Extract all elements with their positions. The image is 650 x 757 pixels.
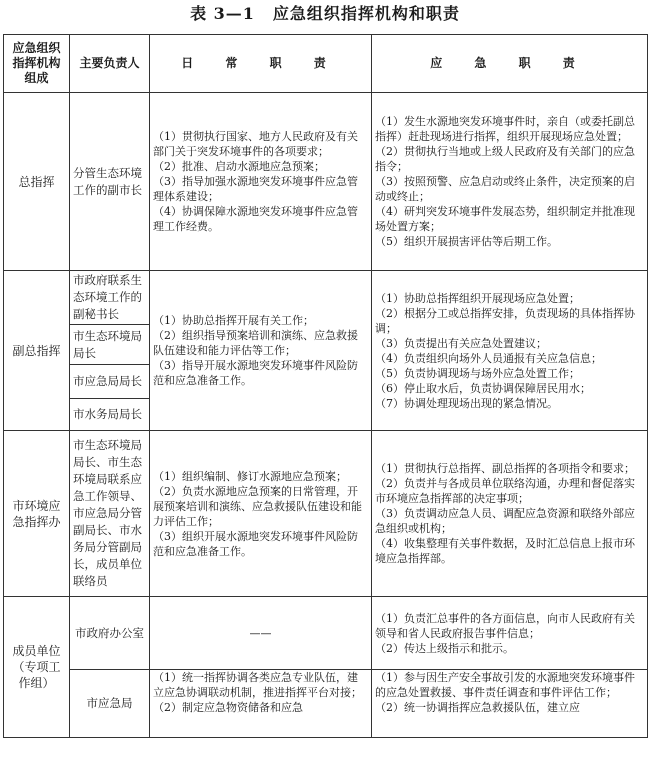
person-cell: 市政府办公室 xyxy=(70,597,150,670)
table-row xyxy=(4,93,648,271)
person-cell: 分管生态环境工作的副市长 xyxy=(70,93,150,271)
caption-label: 表 3—1 xyxy=(190,4,255,23)
list-item: （2）批准、启动水源地应急预案； xyxy=(153,160,325,173)
table-row xyxy=(4,597,648,670)
list-item: （1）参与因生产安全事故引发的水源地突发环境事件的应急处置救援、事件责任调查和事件评估工作； xyxy=(375,671,635,699)
duty-table xyxy=(3,34,648,738)
emergency-cell xyxy=(372,93,648,271)
header-emergency: 应 急 职 责 xyxy=(372,35,648,93)
list-item: （2）根据分工或总指挥安排，负责现场的具体指挥协调； xyxy=(375,306,635,335)
list-item: （3）组织开展水源地突发环境事件风险防范和应急准备工作。 xyxy=(153,529,358,558)
org-cell: 市环境应急指挥办 xyxy=(4,431,70,597)
daily-cell xyxy=(150,431,372,597)
table-row xyxy=(4,431,648,597)
list-item: （7）协调处理现场出现的紧急情况。 xyxy=(375,396,558,410)
list-item: （4）负责组织向场外人员通报有关应急信息； xyxy=(375,351,602,365)
daily-cell: —— xyxy=(150,597,372,670)
person-cell: 市水务局局长 xyxy=(70,399,150,431)
list-item: （2）负责并与各成员单位联络沟通，办理和督促落实市环境应急指挥部的决定事项； xyxy=(375,477,635,505)
list-item: （1）贯彻执行总指挥、副总指挥的各项指令和要求； xyxy=(375,462,635,475)
list-item: （5）组织开展损害评估等后期工作。 xyxy=(375,235,558,248)
list-item: （1）协助总指挥组织开展现场应急处置； xyxy=(375,291,580,305)
list-item: （3）负责提出有关应急处置建议； xyxy=(375,336,547,350)
header-person: 主要负责人 xyxy=(70,35,150,93)
person-cell: 市生态环境局局长 xyxy=(70,325,150,365)
list-item: （1）发生水源地突发环境事件时，亲自（或委托副总指挥）赶赴现场进行指挥，组织开展现场应急处置； xyxy=(375,115,635,143)
list-item: （3）负责调动应急人员、调配应急资源和联络外部应急组织或机构； xyxy=(375,507,635,535)
list-item: （4）研判突发环境事件发展态势，组织制定并批准现场处置方案； xyxy=(375,205,635,233)
table-row xyxy=(4,271,648,325)
daily-cell xyxy=(150,670,372,738)
list-item: （6）停止取水后，负责协调保障居民用水； xyxy=(375,381,591,395)
caption-title: 应急组织指挥机构和职责 xyxy=(272,4,460,23)
list-item: （4）收集整理有关事件数据，及时汇总信息上报市环境应急指挥部。 xyxy=(375,537,635,565)
emergency-cell xyxy=(372,670,648,738)
list-item: （1）组织编制、修订水源地应急预案； xyxy=(153,469,347,483)
list-item: （1）负责汇总事件的各方面信息，向市人民政府有关领导和省人民政府报告事件信息； xyxy=(375,611,635,640)
list-item: （3）按照预警、应急启动或终止条件，决定预案的启动或终止； xyxy=(375,175,635,203)
emergency-cell xyxy=(372,431,648,597)
list-item: （3）指导加强水源地突发环境事件应急管理体系建设； xyxy=(153,175,358,203)
table-caption xyxy=(0,4,650,24)
emergency-cell xyxy=(372,597,648,670)
person-cell: 市政府联系生态环境工作的副秘书长 xyxy=(70,271,150,325)
list-item: （2）组织指导预案培训和演练、应急救援队伍建设和能力评估等工作； xyxy=(153,329,358,357)
list-item: （2）负责水源地应急预案的日常管理，开展预案培训和演练、应急救援队伍建设和能力评估工作； xyxy=(153,484,362,528)
daily-cell xyxy=(150,93,372,271)
emergency-cell xyxy=(372,271,648,431)
list-item: （5）负责协调现场与场外应急处置工作； xyxy=(375,366,580,380)
org-cell: 总指挥 xyxy=(4,93,70,271)
org-cell: 成员单位（专项工作组） xyxy=(4,597,70,738)
org-cell: 副总指挥 xyxy=(4,271,70,431)
table-row xyxy=(4,670,648,738)
header-row xyxy=(4,35,648,93)
person-cell: 市应急局 xyxy=(70,670,150,738)
list-item: （2）统一协调指挥应急救援队伍，建立应 xyxy=(375,701,580,714)
header-org: 应急组织指挥机构组成 xyxy=(4,35,70,93)
list-item: （2）制定应急物资储备和应急 xyxy=(153,701,303,714)
list-item: （1）贯彻执行国家、地方人民政府及有关部门关于突发环境事件的各项要求； xyxy=(153,130,358,158)
list-item: （1）统一指挥协调各类应急专业队伍，建立应急协调联动机制，推进指挥平台对接； xyxy=(153,671,362,699)
header-daily: 日 常 职 责 xyxy=(150,35,372,93)
person-cell: 市生态环境局局长、市生态环境局联系应急工作领导、市应急局分管副局长、市水务局分管副局长，成员单位联络员 xyxy=(70,431,150,597)
list-item: （2）贯彻执行当地或上级人民政府及有关部门的应急指令； xyxy=(375,145,635,173)
list-item: （4）协调保障水源地突发环境事件应急管理工作经费。 xyxy=(153,205,358,233)
daily-cell xyxy=(150,271,372,431)
list-item: （2）传达上级指示和批示。 xyxy=(375,641,514,655)
list-item: （1）协助总指挥开展有关工作； xyxy=(153,314,314,327)
person-cell: 市应急局局长 xyxy=(70,365,150,399)
list-item: （3）指导开展水源地突发环境事件风险防范和应急准备工作。 xyxy=(153,359,358,387)
